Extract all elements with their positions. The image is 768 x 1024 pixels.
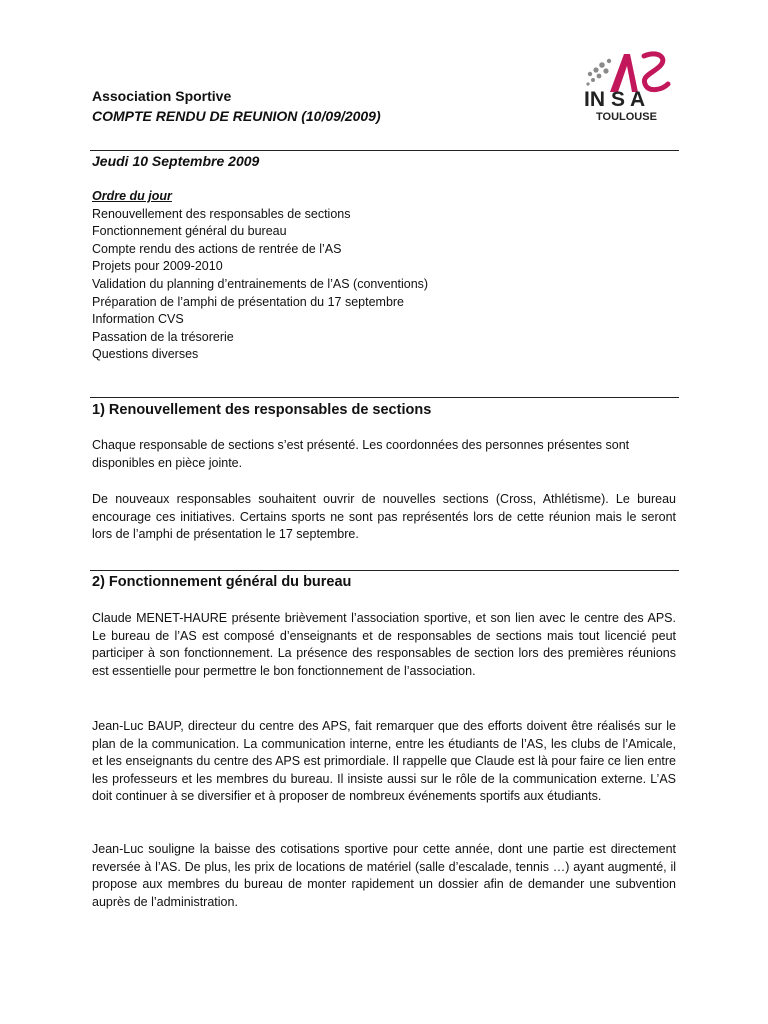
- section1-paragraph: De nouveaux responsables souhaitent ouvrir de nouvelles sections (Cross, Athlétisme). Le bureau encourage ces initiatives. Certains sports ne sont pas représentés lors de cette réunion mais le seront lors de l’amphi de présentation le 17 septembre.: [92, 492, 676, 542]
- header-divider: [90, 150, 679, 151]
- section2-heading: 2) Fonctionnement général du bureau: [92, 574, 352, 590]
- insa-logo-graphic: [580, 44, 680, 126]
- agenda-item: Questions diverses: [92, 347, 199, 362]
- insa-toulouse-logo: [580, 44, 680, 126]
- section2-paragraph: Claude MENET-HAURE présente brièvement l’association sportive, et son lien avec le centre des APS. Le bureau de l’AS est composé d’enseignants et de responsables de sections mais tout licencié peut participer à son fonctionnement. La présence des responsables de section lors des premières réunions est essentielle pour permettre le bon fonctionnement de l’association.: [92, 611, 676, 678]
- agenda-item: Renouvellement des responsables de sections: [92, 206, 351, 221]
- meeting-date: Jeudi 10 Septembre 2009: [92, 153, 260, 169]
- agenda-item: Validation du planning d’entrainements de l’AS (conventions): [92, 276, 429, 291]
- agenda-item: Compte rendu des actions de rentrée de l’AS: [92, 241, 342, 256]
- agenda-item: Passation de la trésorerie: [92, 329, 234, 344]
- section1-heading: 1) Renouvellement des responsables de sections: [92, 402, 432, 418]
- agenda-item: Information CVS: [92, 312, 184, 327]
- organization-name: Association Sportive: [92, 88, 232, 104]
- svg-text:IN: IN: [584, 88, 605, 111]
- section1-paragraph: Chaque responsable de sections s’est présenté. Les coordonnées des personnes présentes sont disponibles en pièce jointe.: [92, 438, 630, 470]
- section1-divider: [90, 397, 679, 398]
- section2-paragraph: Jean-Luc BAUP, directeur du centre des APS, fait remarquer que des efforts doivent être réalisés sur le plan de la communication. La communication interne, entre les étudiants de l’AS, les clubs de l’Amicale, et les enseignants du centre des APS est primordiale. Il rappelle que Claude est là pour faire ce lien entre les professeurs et les membres du bureau. Il insiste aussi sur le rôle de la communication externe. L’AS doit continuer à se diversifier et à proposer de nombreux événements sportifs aux étudiants.: [92, 719, 676, 804]
- agenda-heading: Ordre du jour: [92, 189, 172, 203]
- section2-divider: [90, 570, 679, 571]
- agenda-item: Fonctionnement général du bureau: [92, 224, 287, 239]
- svg-text:TOULOUSE: TOULOUSE: [596, 111, 657, 123]
- svg-text:S: S: [611, 88, 626, 111]
- agenda-item: Préparation de l’amphi de présentation du 17 septembre: [92, 294, 405, 309]
- agenda-item: Projets pour 2009-2010: [92, 259, 223, 274]
- agenda: [92, 188, 428, 364]
- section2-paragraph: Jean-Luc souligne la baisse des cotisations sportive pour cette année, dont une partie est directement reversée à l’AS. De plus, les prix de locations de matériel (salle d’escalade, tennis …) ayant augmenté, il propose aux membres du bureau de monter rapidement un dossier afin de demander une subvention auprès de l’administration.: [92, 842, 676, 909]
- document-title: COMPTE RENDU DE REUNION (10/09/2009): [92, 108, 381, 124]
- svg-text:A: A: [630, 88, 646, 111]
